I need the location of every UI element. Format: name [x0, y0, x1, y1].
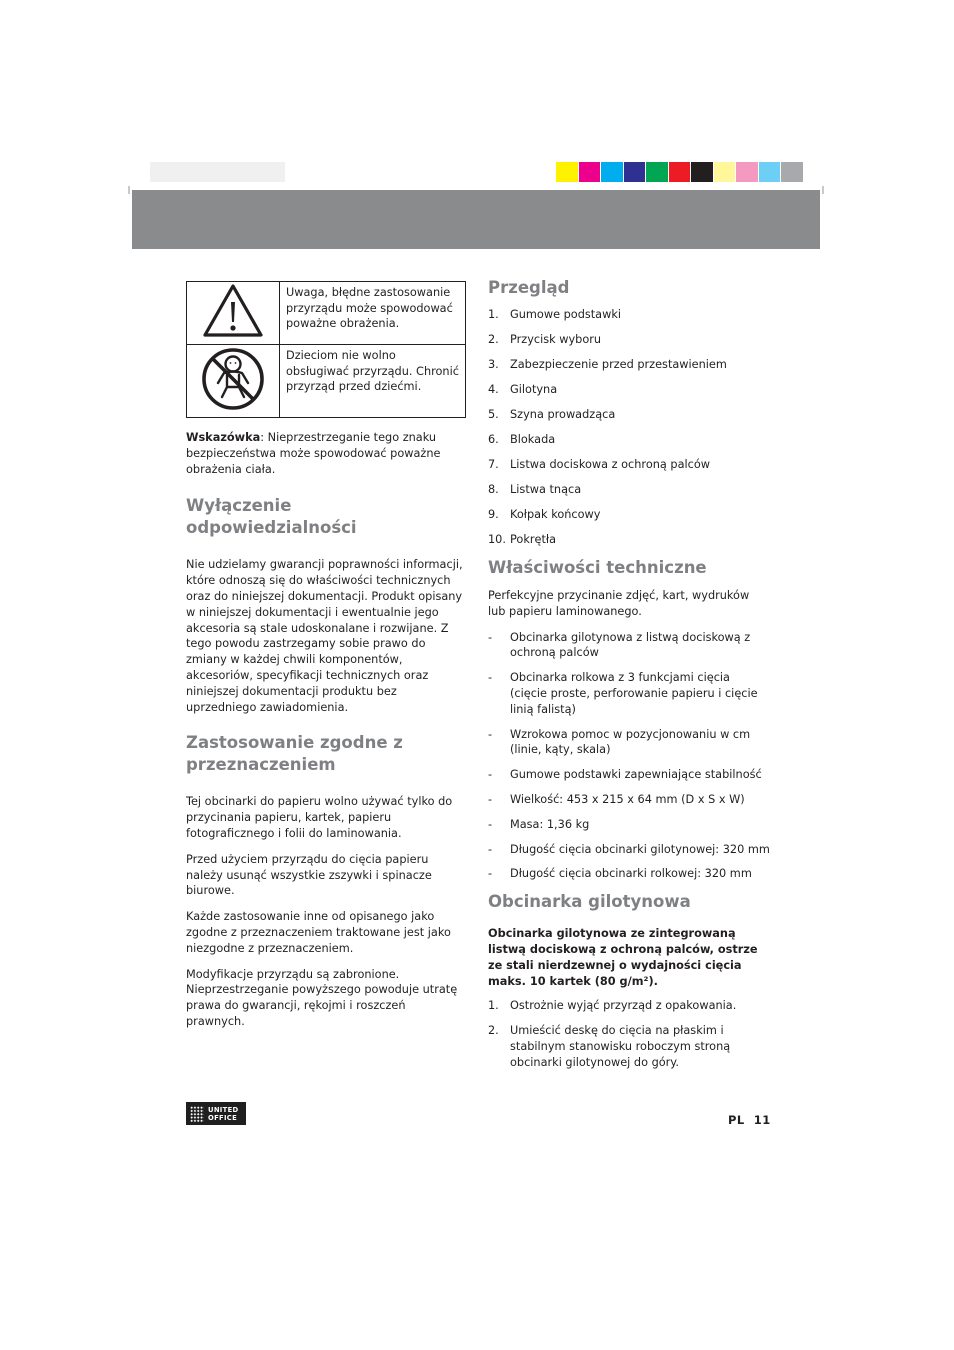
- color-swatch: [736, 162, 758, 182]
- disclaimer-text: Nie udzielamy gwarancji poprawności informacji, które odnoszą się do właściwości technicznych oraz do niniejszej dokumentacji. Produkt opisany w niniejszej dokumentacji i ewentualnie jego akcesoria są stale udoskonalane i rozwijane. Z tego powodu zastrzegamy sobie prawo do zmiany w każdej chwili komponentów, akcesoriów, specyfikacji technicznych oraz niniejszej dokumentacji produktu bez uprzedniego zawiadomienia.: [186, 558, 463, 714]
- guillotine-heading: Obcinarka gilotynowa: [488, 892, 691, 912]
- list-item: - Gumowe podstawki zapewniające stabilność: [488, 768, 762, 782]
- specs-intro: Perfekcyjne przycinanie zdjęć, kart, wydruków lub papieru laminowanego.: [488, 589, 750, 618]
- right-column: [488, 277, 770, 1080]
- children-icon-cell: [187, 345, 280, 418]
- intended-use-paragraph: Tej obcinarki do papieru wolno używać tylko do przycinania papieru, kartek, papieru fotograficznego i folii do laminowania.: [186, 795, 453, 840]
- crop-mark: [822, 186, 824, 194]
- header-bar: [132, 190, 820, 249]
- no-children-icon: [200, 346, 266, 412]
- guillotine-steps: [488, 998, 770, 1070]
- color-swatch: [691, 162, 713, 182]
- color-swatch: [556, 162, 578, 182]
- intended-use-paragraph: Przed użyciem przyrządu do cięcia papieru należy usunąć wszystkie zszywki i spinacze biurowe.: [186, 852, 432, 898]
- specs-heading: Właściwości techniczne: [488, 558, 707, 577]
- safety-note: [186, 430, 466, 477]
- list-item: - Masa: 1,36 kg: [488, 817, 590, 831]
- list-item: 1. Gumowe podstawki: [488, 308, 622, 321]
- guillotine-intro: Obcinarka gilotynowa ze zintegrowaną listwą dociskową z ochroną palców, ostrze ze stali nierdzewnej o wydajności cięcia maks. 10 kartek (80 g/m²).: [488, 927, 758, 988]
- crop-mark: [128, 186, 130, 194]
- registration-mark: [150, 162, 285, 182]
- warning-text: Uwaga, błędne zastosowanie przyrządu może spowodować poważne obrażenia.: [280, 282, 466, 345]
- brand-logo: [186, 1102, 246, 1125]
- specs-list: [488, 630, 770, 883]
- list-item: 2. Przycisk wyboru: [488, 333, 602, 346]
- list-item: - Wielkość: 453 x 215 x 64 mm (D x S x W): [488, 792, 745, 806]
- overview-heading: Przegląd: [488, 278, 570, 297]
- list-item: - Wzrokowa pomoc w pozycjonowaniu w cm (linie, kąty, skala): [488, 727, 751, 757]
- list-item: 9. Kołpak końcowy: [488, 508, 601, 521]
- color-swatch: [669, 162, 691, 182]
- list-item: 4. Gilotyna: [488, 383, 558, 396]
- note-text: : Nieprzestrzeganie tego znaku bezpieczeństwa może spowodować poważne obrażenia ciała.: [186, 431, 441, 476]
- color-swatch: [714, 162, 736, 182]
- warning-triangle-icon: [202, 283, 264, 339]
- list-item: 5. Szyna prowadząca: [488, 408, 616, 421]
- list-item: 2. Umieścić deskę do cięcia na płaskim i stabilnym stanowisku roboczym stroną obcinarki gilotynowej do góry.: [488, 1024, 731, 1069]
- color-swatch: [781, 162, 803, 182]
- page-number: PL 11: [728, 1113, 771, 1127]
- color-swatch: [579, 162, 601, 182]
- color-swatch: [646, 162, 668, 182]
- list-item: - Obcinarka rolkowa z 3 funkcjami cięcia (cięcie proste, perforowanie papieru i cięcie linią falistą): [488, 671, 758, 716]
- intended-use-paragraph: Każde zastosowanie inne od opisanego jako zgodne z przeznaczeniem traktowane jest jako niezgodne z przeznaczeniem.: [186, 910, 451, 955]
- logo-dot-grid: [190, 1106, 204, 1122]
- color-swatch-strip: [556, 162, 803, 182]
- overview-list: [488, 307, 770, 547]
- logo-text: UNITED OFFICE: [208, 1105, 239, 1122]
- list-item: - Obcinarka gilotynowa z listwą dociskową z ochroną palców: [488, 630, 751, 660]
- children-warning-text: Dzieciom nie wolno obsługiwać przyrządu. Chronić przyrząd przed dziećmi.: [280, 345, 466, 418]
- list-item: 3. Zabezpieczenie przed przestawieniem: [488, 358, 727, 371]
- list-item: 6. Blokada: [488, 433, 556, 446]
- color-swatch: [601, 162, 623, 182]
- left-column: [186, 281, 466, 1030]
- list-item: 7. Listwa dociskowa z ochroną palców: [488, 458, 711, 471]
- list-item: - Długość cięcia obcinarki rolkowej: 320 mm: [488, 867, 752, 881]
- list-item: 10. Pokrętła: [488, 533, 557, 546]
- intended-use-paragraph: Modyfikacje przyrządu są zabronione. Nieprzestrzeganie powyższego powoduje utratę prawa do gwarancji, rękojmi i roszczeń prawnych.: [186, 967, 458, 1028]
- disclaimer-heading: Wyłączenie odpowiedzialności: [186, 496, 357, 538]
- list-item: 1. Ostrożnie wyjąć przyrząd z opakowania.: [488, 999, 737, 1013]
- list-item: - Długość cięcia obcinarki gilotynowej: 320 mm: [488, 842, 770, 856]
- intended-use-heading: Zastosowanie zgodne z przeznaczeniem: [186, 733, 403, 775]
- color-swatch: [624, 162, 646, 182]
- warning-icon-cell: [187, 282, 280, 345]
- color-swatch: [759, 162, 781, 182]
- list-item: 8. Listwa tnąca: [488, 483, 582, 496]
- warning-table: [186, 281, 466, 418]
- note-label: Wskazówka: [186, 431, 261, 444]
